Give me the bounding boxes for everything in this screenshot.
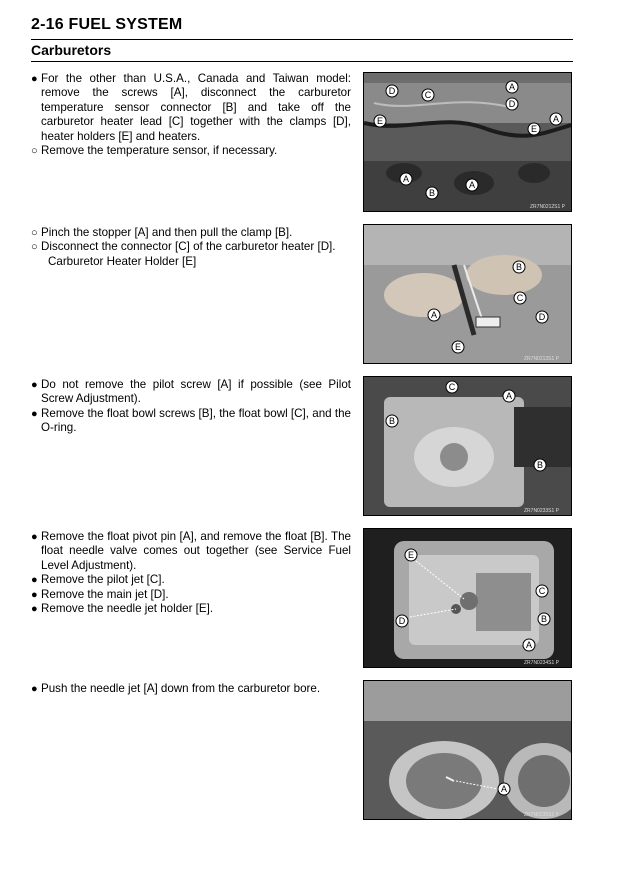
instruction-item <box>31 72 351 144</box>
instruction-text: Remove the needle jet holder [E]. <box>41 602 214 616</box>
svg-text:B: B <box>388 416 396 426</box>
photo-float-and-jets <box>363 528 572 668</box>
bullet-marker: ○ <box>31 145 38 158</box>
instruction-item <box>31 573 351 587</box>
callout-label-C <box>422 89 434 101</box>
svg-text:C: C <box>516 293 524 303</box>
svg-text:C: C <box>424 90 432 100</box>
instruction-item <box>31 530 351 573</box>
svg-text:A: A <box>508 82 516 92</box>
section-divider <box>31 61 573 62</box>
callout-label-A <box>550 113 562 125</box>
svg-text:B: B <box>540 614 548 624</box>
photo-float-bowl <box>363 376 572 516</box>
instruction-item <box>31 240 351 254</box>
bullet-marker: ○ <box>31 227 38 239</box>
callout-label-E <box>528 123 540 135</box>
svg-text:D: D <box>388 86 396 96</box>
callout-label-E <box>405 549 417 561</box>
instruction-text: Remove the float pivot pin [A], and remove the float [B]. The float needle valve comes out together (see Service Fuel Level Adjustment). <box>41 530 351 572</box>
photo-needle-jet <box>363 680 572 820</box>
photo-code: ZR7N0212S1 P <box>530 204 566 210</box>
svg-text:D: D <box>508 99 516 109</box>
svg-text:C: C <box>448 382 456 392</box>
bullet-marker: ● <box>31 407 38 420</box>
callout-label-B <box>534 459 546 471</box>
instruction-text: Remove the main jet [D]. <box>41 587 169 601</box>
svg-text:A: A <box>505 391 513 401</box>
instruction-block-5 <box>31 682 351 696</box>
instruction-item <box>31 682 351 696</box>
svg-text:C: C <box>538 586 546 596</box>
instruction-item <box>31 226 351 240</box>
instruction-text: Push the needle jet [A] down from the carburetor bore. <box>41 682 321 695</box>
photo-carburetor-heater-wiring <box>363 72 572 212</box>
instruction-text: Disconnect the connector [C] of the carburetor heater [D]. <box>41 240 336 254</box>
svg-text:E: E <box>530 124 538 134</box>
instruction-item <box>31 602 351 616</box>
bullet-marker: ● <box>31 73 38 85</box>
callout-label-A <box>466 179 478 191</box>
instruction-text: For the other than U.S.A., Canada and Taiwan model: remove the screws [A], disconnect the carburetor temperature sensor connector [B] and take off the carburetor heater lead [C] together with the clamps [D], heater holders [E] and heaters. <box>41 72 351 143</box>
svg-text:E: E <box>407 550 415 560</box>
header-divider <box>31 39 573 40</box>
callout-label-A <box>400 173 412 185</box>
instruction-item <box>31 255 351 269</box>
instruction-block-4 <box>31 530 351 616</box>
svg-text:B: B <box>428 188 436 198</box>
instruction-text: Remove the float bowl screws [B], the float bowl [C], and the O-ring. <box>41 406 351 435</box>
callout-label-E <box>374 115 386 127</box>
photo-code: ZR7N0233S1 P <box>524 508 560 514</box>
callout-label-A <box>506 81 518 93</box>
svg-text:D: D <box>538 312 546 322</box>
callout-label-B <box>386 415 398 427</box>
instruction-block-2 <box>31 226 351 269</box>
instruction-item <box>31 378 351 407</box>
instruction-text: Carburetor Heater Holder [E] <box>48 254 197 268</box>
instruction-text: Remove the pilot jet [C]. <box>41 573 165 587</box>
bullet-marker: ○ <box>31 241 38 254</box>
instruction-item <box>31 407 351 436</box>
svg-text:D: D <box>398 616 406 626</box>
svg-text:E: E <box>454 342 462 352</box>
callout-label-B <box>538 613 550 625</box>
instruction-item <box>31 588 351 602</box>
callout-label-C <box>514 292 526 304</box>
bullet-marker: ● <box>31 603 38 616</box>
instruction-block-1 <box>31 72 351 158</box>
svg-text:B: B <box>536 460 544 470</box>
callout-label-A <box>523 639 535 651</box>
instruction-text: Remove the temperature sensor, if necessary. <box>41 144 278 158</box>
instruction-block-3 <box>31 378 351 436</box>
callout-label-B <box>426 187 438 199</box>
callout-label-D <box>396 615 408 627</box>
instruction-text: Pinch the stopper [A] and then pull the clamp [B]. <box>41 226 293 239</box>
callout-label-D <box>386 85 398 97</box>
section-title: Carburetors <box>31 42 112 58</box>
page-header-title: 2-16 FUEL SYSTEM <box>31 16 183 33</box>
bullet-marker: ● <box>31 531 38 543</box>
callout-label-E <box>452 341 464 353</box>
bullet-marker: ● <box>31 379 38 391</box>
instruction-item <box>31 144 351 158</box>
photo-code: ZR7N0235S1 P <box>524 812 560 818</box>
callout-label-A <box>503 390 515 402</box>
svg-text:B: B <box>515 262 523 272</box>
svg-text:A: A <box>500 784 508 794</box>
instruction-text: Do not remove the pilot screw [A] if possible (see Pilot Screw Adjustment). <box>41 378 351 406</box>
callout-label-B <box>513 261 525 273</box>
photo-code: ZR7N0213S1 P <box>524 356 560 362</box>
callout-label-C <box>536 585 548 597</box>
bullet-marker: ● <box>31 574 38 587</box>
svg-text:E: E <box>376 116 384 126</box>
photo-heater-connector <box>363 224 572 364</box>
bullet-marker: ● <box>31 683 38 695</box>
photo-code: ZR7N0234S1 P <box>524 660 560 666</box>
callout-label-C <box>446 381 458 393</box>
svg-text:A: A <box>430 310 438 320</box>
svg-text:A: A <box>468 180 476 190</box>
callout-label-A <box>428 309 440 321</box>
svg-text:A: A <box>402 174 410 184</box>
callout-label-A <box>498 783 510 795</box>
bullet-marker: ● <box>31 588 38 601</box>
svg-text:A: A <box>525 640 533 650</box>
callout-label-D <box>536 311 548 323</box>
callout-label-D <box>506 98 518 110</box>
svg-text:A: A <box>552 114 560 124</box>
